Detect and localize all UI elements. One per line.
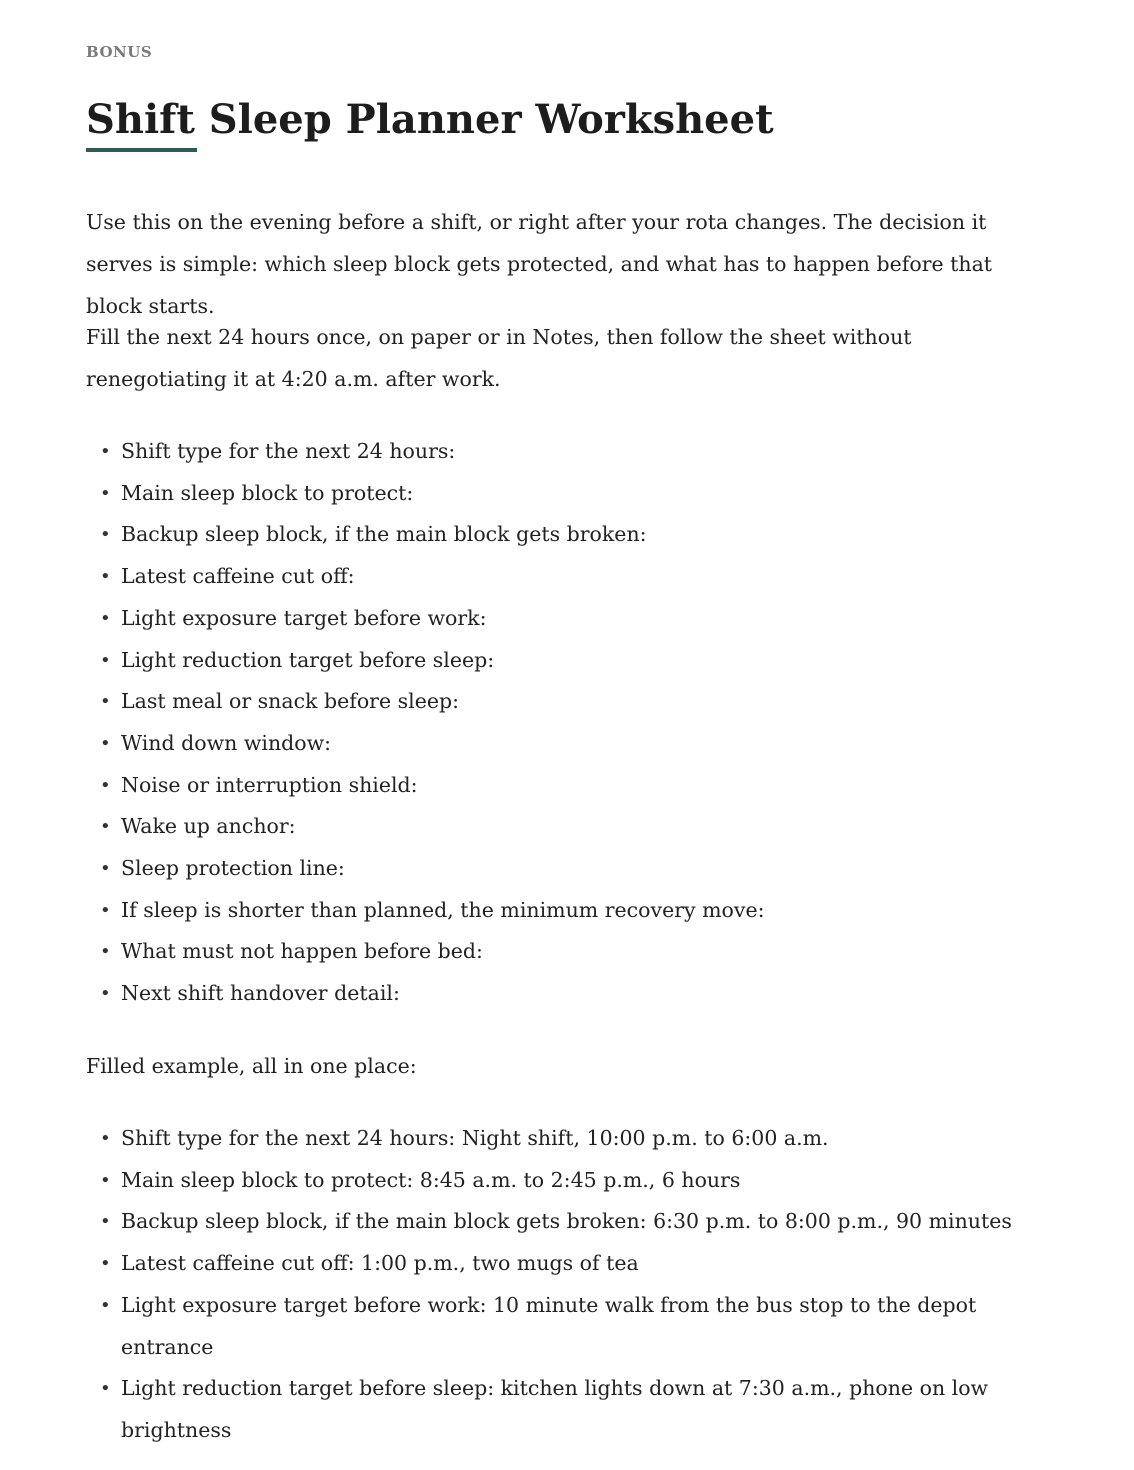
example-item: • Light exposure target before work: 10 minute walk from the bus stop to the depot entrance [86, 1285, 1046, 1368]
worksheet-item: • Shift type for the next 24 hours: [86, 431, 1046, 473]
worksheet-item: • Wake up anchor: [86, 806, 1046, 848]
worksheet-item: • Noise or interruption shield: [86, 765, 1046, 807]
worksheet-item: • Last meal or snack before sleep: [86, 681, 1046, 723]
worksheet-item: • What must not happen before bed: [86, 931, 1046, 973]
title-underline [86, 148, 197, 152]
worksheet-item: • Main sleep block to protect: [86, 473, 1046, 515]
example-item: • Latest caffeine cut off: 1:00 p.m., two mugs of tea [86, 1243, 1046, 1285]
worksheet-item: • Latest caffeine cut off: [86, 556, 1046, 598]
worksheet-item: • Next shift handover detail: [86, 973, 1046, 1015]
example-item: • Backup sleep block, if the main block gets broken: 6:30 p.m. to 8:00 p.m., 90 minutes [86, 1201, 1046, 1243]
intro-paragraph-1: Use this on the evening before a shift, or right after your rota changes. The decision it serves is simple: which sleep block gets protected, and what has to happen before that block starts. [86, 210, 993, 318]
worksheet-item: • Backup sleep block, if the main block gets broken: [86, 514, 1046, 556]
worksheet-item: • Light exposure target before work: [86, 598, 1046, 640]
page-title: Shift Sleep Planner Worksheet [86, 96, 774, 143]
worksheet-item: • Sleep protection line: [86, 848, 1046, 890]
example-list [86, 1118, 1046, 1452]
example-item: • Shift type for the next 24 hours: Night shift, 10:00 p.m. to 6:00 a.m. [86, 1118, 1046, 1160]
example-intro: Filled example, all in one place: [86, 1054, 417, 1078]
example-item: • Main sleep block to protect: 8:45 a.m. to 2:45 p.m., 6 hours [86, 1160, 1046, 1202]
section-eyebrow: BONUS [86, 43, 153, 61]
worksheet-item: • If sleep is shorter than planned, the minimum recovery move: [86, 890, 1046, 932]
worksheet-item: • Light reduction target before sleep: [86, 640, 1046, 682]
worksheet-item: • Wind down window: [86, 723, 1046, 765]
example-item: • Light reduction target before sleep: kitchen lights down at 7:30 a.m., phone on low brightness [86, 1368, 1046, 1451]
intro-paragraph-2: Fill the next 24 hours once, on paper or in Notes, then follow the sheet without renegotiating it at 4:20 a.m. after work. [86, 325, 912, 391]
worksheet-list [86, 431, 1046, 1015]
